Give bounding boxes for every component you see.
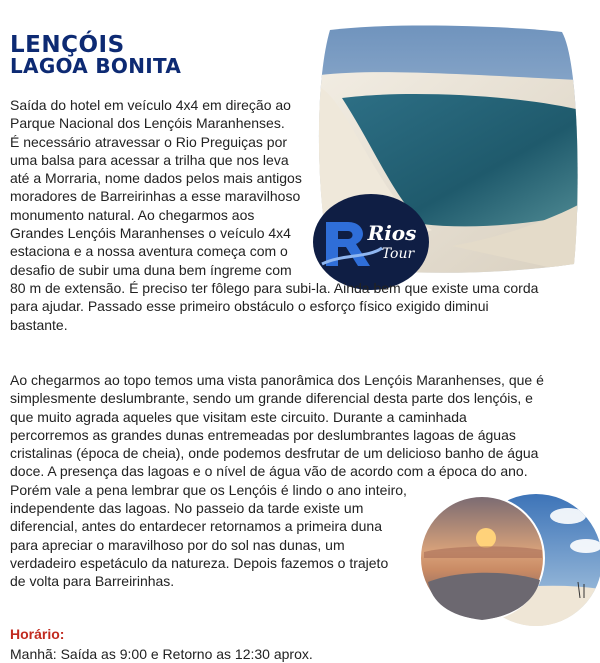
text-line: É necessário atravessar o Rio Preguiças por bbox=[10, 133, 288, 150]
intro-paragraph bbox=[10, 96, 538, 334]
page-title: LENÇÓIS bbox=[10, 32, 125, 58]
text-line: doce. A presença das lagoas e o nível de água vão de acordo com a época do ano. bbox=[10, 463, 528, 480]
logo-text-rios: Rios bbox=[367, 221, 417, 245]
text-line: para apreciar o maravilhoso por do sol nas dunas, um bbox=[10, 536, 345, 553]
text-line: percorremos as grandes dunas entremeadas por deslumbrantes lagoas de águas bbox=[10, 426, 516, 443]
text-line: para ajudar. Passado esse primeiro obstáculo o esforço físico exigido diminui bbox=[10, 298, 489, 315]
text-line: Grandes Lençóis Maranhenses o veículo 4x4 bbox=[10, 225, 291, 242]
text-line: de volta para Barreirinhas. bbox=[10, 573, 175, 590]
text-line: estaciona e a nossa aventura começa com o bbox=[10, 243, 288, 260]
schedule-heading: Horário: bbox=[10, 626, 65, 642]
text-line: desafio de subir uma duna bem íngreme com bbox=[10, 261, 292, 278]
text-line: bastante. bbox=[10, 316, 68, 333]
text-line: Ao chegarmos ao topo temos uma vista panorâmica dos Lençóis Maranhenses, que é bbox=[10, 372, 544, 388]
page-subtitle: LAGOA BONITA bbox=[10, 54, 182, 78]
text-line: verdadeiro espetáculo da natureza. Depois fazemos o trajeto bbox=[10, 554, 389, 571]
text-line: uma balsa para acessar a trilha que nos leva bbox=[10, 151, 289, 168]
text-line: monumento natural. Ao chegarmos aos bbox=[10, 206, 255, 223]
schedule-morning: Manhã: Saída as 9:00 e Retorno as 12:30 aprox. bbox=[10, 646, 313, 662]
text-line: moradores de Barreirinhas a esse maravilhoso bbox=[10, 188, 301, 205]
text-line: simplesmente deslumbrante, sendo um grande diferencial desta parte dos lençóis, e bbox=[10, 390, 533, 407]
text-line: independente das lagoas. No passeio da tarde existe um bbox=[10, 500, 364, 517]
text-line: cristalinas (época de cheia), onde podemos desfrutar de um delicioso banho de água bbox=[10, 445, 539, 462]
text-line: que muito agrada aqueles que visitam este circuito. Durante a caminhada bbox=[10, 408, 467, 425]
text-line: 80 m de extensão. É preciso ter fôlego para subi-la. Ainda bem que existe uma corda bbox=[10, 279, 539, 296]
text-line: até a Morraria, nome dados pelos mais antigos bbox=[10, 170, 302, 187]
description-paragraph bbox=[10, 371, 544, 591]
text-line: Saída do hotel em veículo 4x4 em direção ao bbox=[10, 97, 291, 113]
text-line: Porém vale a pena lembrar que os Lençóis é lindo o ano inteiro, bbox=[10, 481, 407, 498]
text-line: Parque Nacional dos Lençóis Maranhenses. bbox=[10, 115, 285, 132]
logo-text-tour: Tour bbox=[381, 246, 415, 262]
text-line: diferencial, antes do entardecer retornamos a primeira duna bbox=[10, 518, 382, 535]
